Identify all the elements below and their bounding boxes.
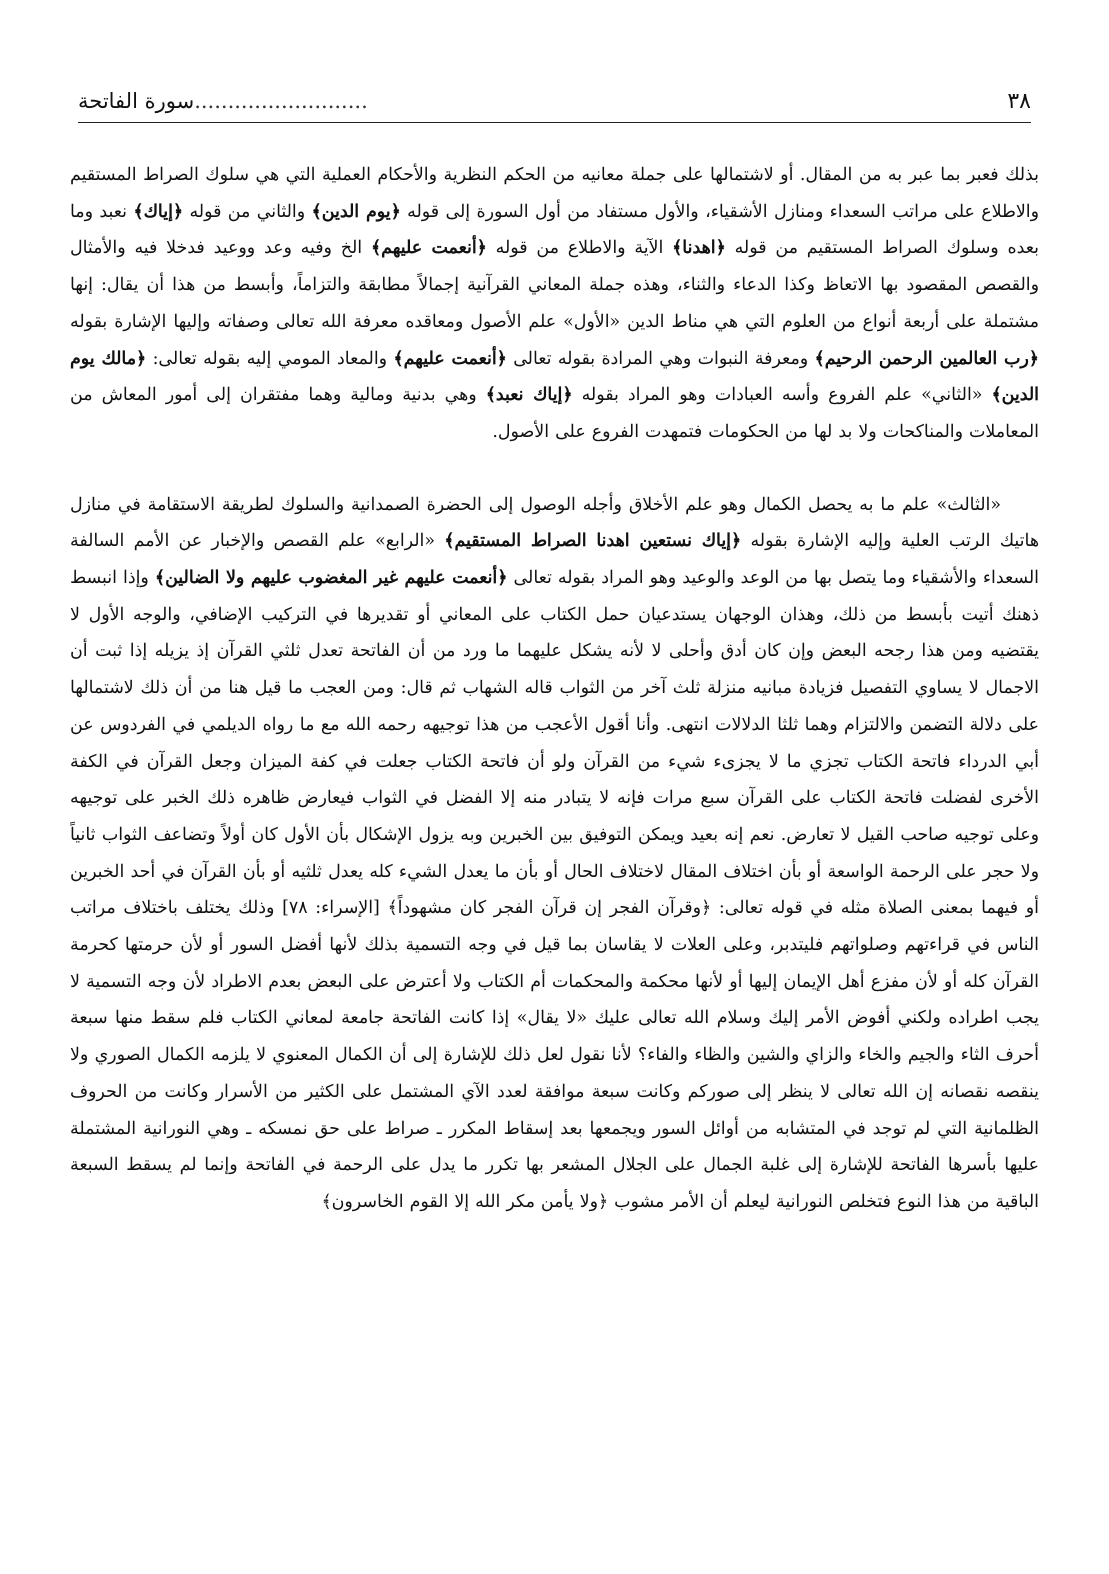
running-header <box>78 86 1031 117</box>
header-leader-dots: .......................... <box>194 89 368 113</box>
quran-quote-citation: ﴿وقرآن الفجر إن قرآن الفجر كان مشهوداً﴾ [الإسراء: ٧٨] <box>282 898 712 919</box>
text-run: الآية والاطلاع من قوله <box>486 238 673 259</box>
text-run: نعبد وما بعده وسلوك الصراط المستقيم من قوله <box>70 201 1039 259</box>
header-title-group <box>78 86 368 116</box>
quran-quote: ﴿إياك نعبد﴾ <box>485 385 573 406</box>
quran-quote: ﴿أنعمت عليهم﴾ <box>370 238 487 259</box>
text-run: «الثاني» علم الفروع وأسه العبادات وهو المراد بقوله <box>572 385 992 406</box>
quran-quote: ﴿يوم الدين﴾ <box>311 201 401 222</box>
text-run: والثاني من قوله <box>183 201 312 222</box>
paragraph-1 <box>70 157 1039 451</box>
page-number: ٣٨ <box>1007 89 1031 114</box>
text-run: والمعاد المومي إليه بقوله تعالى: <box>146 348 394 369</box>
text-run: وإذا انبسط ذهنك أتيت بأبسط من ذلك، وهذان الوجهان يستدعيان حمل الكتاب على المعاني أو تقديرها في التركيب الإضافي، والوجه الأول لا يقتضيه ومن هذا رجحه البعض وإن كان أدق وأحلى لا لأنه يشكل عليهما ما ورد من أن الفاتحة تعدل ثلثي القرآن إذ يزيله إذا ثبت أن الاجمال لا يساوي التفصيل فزيادة مبانيه منزلة ثلث آخر من الثواب قاله الشهاب ثم قال: ومن العجب ما قيل هنا من أن ذلك لاشتمالها على دلالة التضمن والالتزام وهما ثلثا الدلالات انتهى. وأنا أقول الأعجب من هذا توجيهه رحمه الله مع ما رواه الديلمي في الفردوس عن أبي الدرداء فاتحة الكتاب تجزي ما لا يجزىء شيء من القرآن ولو أن فاتحة الكتاب جعلت في كفة الميزان وجعل القرآن في الكفة الأخرى لفضلت فاتحة الكتاب على القرآن سبع مرات فإنه لا يتبادر منه إلا الفضل في الثواب فيعارض ظاهره ذلك الخبر على توجيهه وعلى توجيه صاحب القيل لا تعارض. نعم إنه بعيد ويمكن التوفيق بين الخبرين وبه يزول الإشكال بأن الأول كان أولاً وتضاعف الثواب ثانياً ولا حجر على الرحمة الواسعة أو بأن اختلاف المقال لاختلاف الحال أو بأن ما يعدل الشيء كله يعدل ثلثيه أو بأن القرآن في أحد الخبرين أو فيهما بمعنى الصلاة مثله في قوله تعالى: <box>70 568 1040 919</box>
quran-quote: ﴿أنعمت عليهم﴾ <box>393 348 507 369</box>
quran-quote: ﴿ولا يأمن مكر الله إلا القوم الخاسرون﴾ <box>321 1191 609 1212</box>
paragraph-2 <box>70 487 1039 1221</box>
header-rule <box>78 122 1031 123</box>
quran-quote: ﴿إياك﴾ <box>133 201 184 222</box>
text-run: وذلك يختلف باختلاف مراتب الناس في قراءتهم وصلواتهم فليتدبر، وعلى العلات لا يقاسان بما قيل في وجه التسمية بذلك لأنها أفضل السور أو لأن حرمتها كحرمة القرآن كله أو لأن مفزع أهل الإيمان إليها أو لأنها محكمة والمحكمات أم الكتاب ولا أعترض على البعض بعدم الاطراد لأن وجه التسمية لا يجب اطراده ولكني أفوض الأمر إليك وسلام الله تعالى عليك «لا يقال» إذا كانت الفاتحة جامعة لمعاني الكتاب فلم سقط منها سبعة أحرف الثاء والجيم والخاء والزاي والشين والظاء والفاء؟ لأنا نقول لعل ذلك للإشارة إلى أن الكمال المعنوي لا يلزمه الكمال الصوري ولا ينقصه نقصانه إن الله تعالى لا ينظر إلى صوركم وكانت سبعة موافقة لعدد الآي المشتمل على الكثير من الأسرار وكانت من الحروف الظلمانية التي لم توجد في المتشابه من أوائل السور ويجمعها بعد إسقاط المكرر ـ صراط على حق نمسكه ـ وهي النورانية المشتملة عليها بأسرها الفاتحة للإشارة إلى غلبة الجمال على الجلال المشعر بها تكرر ما يدل على الرحمة في الفاتحة وإنما لم يسقط السبعة الباقية من هذا النوع فتخلص النورانية ليعلم أن الأمر مشوب <box>70 898 1039 1212</box>
header-page-number-group <box>1007 87 1031 117</box>
header-title: سورة الفاتحة <box>78 89 195 113</box>
quran-quote: ﴿أنعمت عليهم غير المغضوب عليهم ولا الضالين﴾ <box>154 568 508 589</box>
text-run: «الرابع» علم القصص والإخبار عن الأمم السالفة السعداء والأشقياء وما يتصل بها من الوعد والوعيد وهو المراد بقوله تعالى <box>70 531 1040 589</box>
text-run: وهي بدنية ومالية وهما مفتقران إلى أمور المعاش من المعاملات والمناكحات ولا بد لها من الحكومات فتمهدت الفروع على الأصول. <box>70 385 1039 442</box>
body-text <box>70 157 1039 1221</box>
quran-quote: ﴿رب العالمين الرحمن الرحيم﴾ <box>814 348 1039 369</box>
quran-quote: ﴿مالك يوم الدين﴾ <box>70 348 1039 406</box>
text-run: «الثالث» علم ما به يحصل الكمال وهو علم الأخلاق وأجله الوصول إلى الحضرة الصمدانية والسلوك لطريقة الاستقامة في منازل هاتيك الرتب العلية وإليه الإشارة بقوله <box>70 494 1039 552</box>
text-run: الخ وفيه وعد ووعيد فدخلا فيه والأمثال والقصص المقصود بها الاتعاظ وكذا الدعاء والثناء، وهذه جملة المعاني القرآنية إجمالاً مطابقة والتزاماً، وأبسط من هذا أن يقال: إنها مشتملة على أربعة أنواع من العلوم التي هي مناط الدين «الأول» علم الأصول ومعاقده معرفة الله تعالى وصفاته وإليها الإشارة بقوله <box>70 238 1039 332</box>
text-run: ومعرفة النبوات وهي المرادة بقوله تعالى <box>506 348 815 369</box>
quran-quote: ﴿اهدنا﴾ <box>672 238 726 259</box>
text-run: بذلك فعبر بما عبر به من المقال. أو لاشتمالها على جملة معانيه من الحكم النظرية والأحكام العملية التي هي سلوك الصراط المستقيم والاطلاع على مراتب السعداء ومنازل الأشقياء، والأول مستفاد من أول السورة إلى قوله <box>70 165 1039 222</box>
quran-quote: ﴿إياك نستعين اهدنا الصراط المستقيم﴾ <box>444 531 742 552</box>
